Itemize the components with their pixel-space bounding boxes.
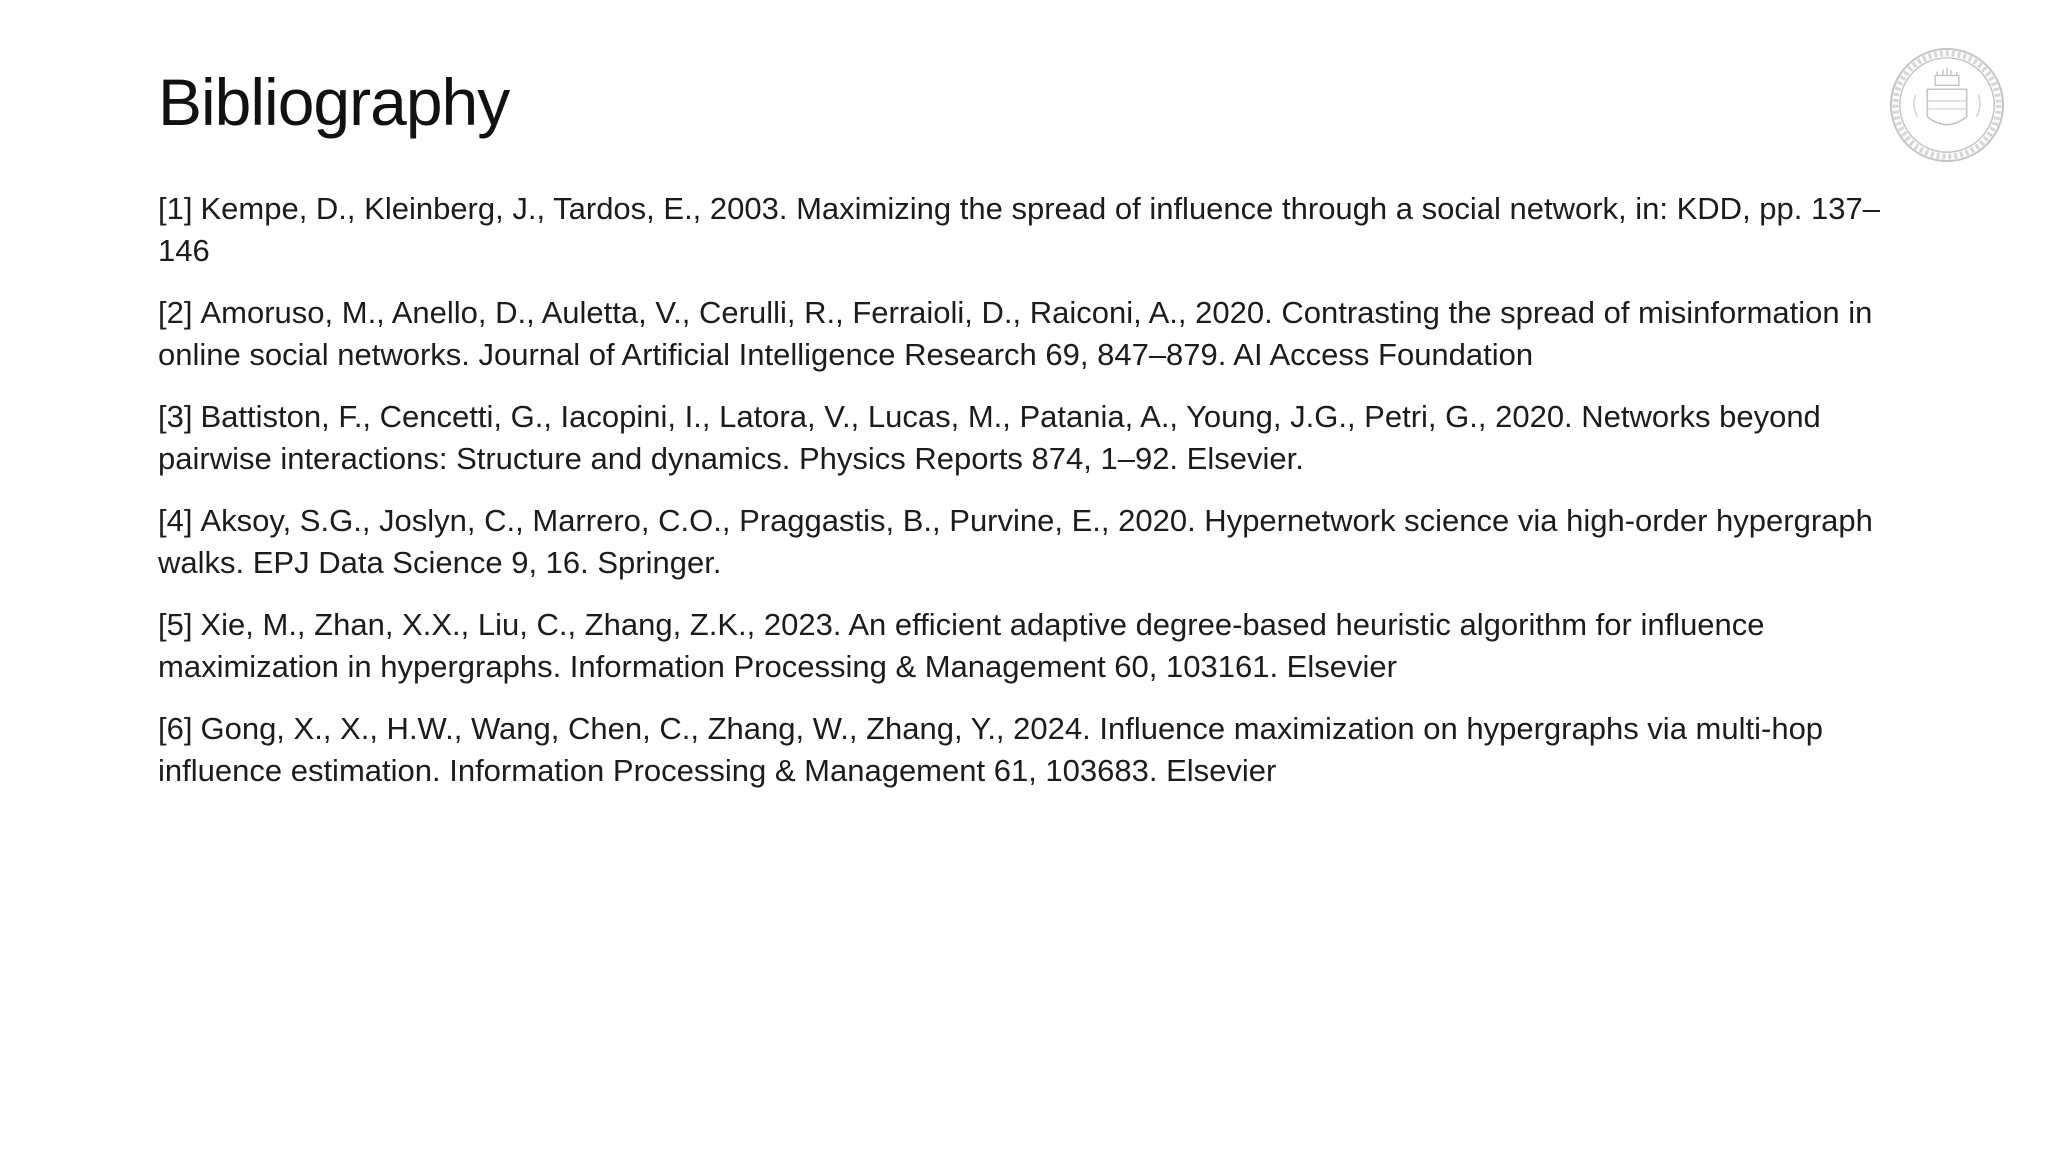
reference-list [158,188,1918,812]
reference-item [158,188,1918,272]
reference-item [158,396,1918,480]
reference-label: [3] [158,399,193,434]
reference-item [158,708,1918,792]
reference-label: [6] [158,711,193,746]
reference-text: Xie, M., Zhan, X.X., Liu, C., Zhang, Z.K., 2023. An efficient adaptive degree-based heuristic algorithm for influence maximization in hypergraphs. Information Processing & Management 60, 103161. Elsevier [158,607,1765,684]
reference-item [158,604,1918,688]
reference-label: [5] [158,607,193,642]
reference-item [158,292,1918,376]
reference-text: Gong, X., X., H.W., Wang, Chen, C., Zhang, W., Zhang, Y., 2024. Influence maximization on hypergraphs via multi-hop influence estimation. Information Processing & Management 61, 103683. Elsevier [158,711,1824,788]
reference-label: [2] [158,295,193,330]
reference-label: [4] [158,503,193,538]
reference-text: Amoruso, M., Anello, D., Auletta, V., Cerulli, R., Ferraioli, D., Raiconi, A., 2020. Contrasting the spread of misinformation in online social networks. Journal of Artificial Intelligence Research 69, 847–879. AI Access Foundation [158,295,1873,372]
reference-label: [1] [158,191,193,226]
reference-text: Kempe, D., Kleinberg, J., Tardos, E., 2003. Maximizing the spread of influence through a social network, in: KDD, pp. 137–146 [158,191,1880,268]
reference-item [158,500,1918,584]
slide-title: Bibliography [158,65,510,139]
reference-text: Battiston, F., Cencetti, G., Iacopini, I., Latora, V., Lucas, M., Patania, A., Young, J.G., Petri, G., 2020. Networks beyond pairwise interactions: Structure and dynamics. Physics Reports 874, 1–92. Elsevier. [158,399,1821,476]
university-seal-icon [1888,46,2006,164]
reference-text: Aksoy, S.G., Joslyn, C., Marrero, C.O., Praggastis, B., Purvine, E., 2020. Hypernetwork science via high-order hypergraph walks. EPJ Data Science 9, 16. Springer. [158,503,1873,580]
